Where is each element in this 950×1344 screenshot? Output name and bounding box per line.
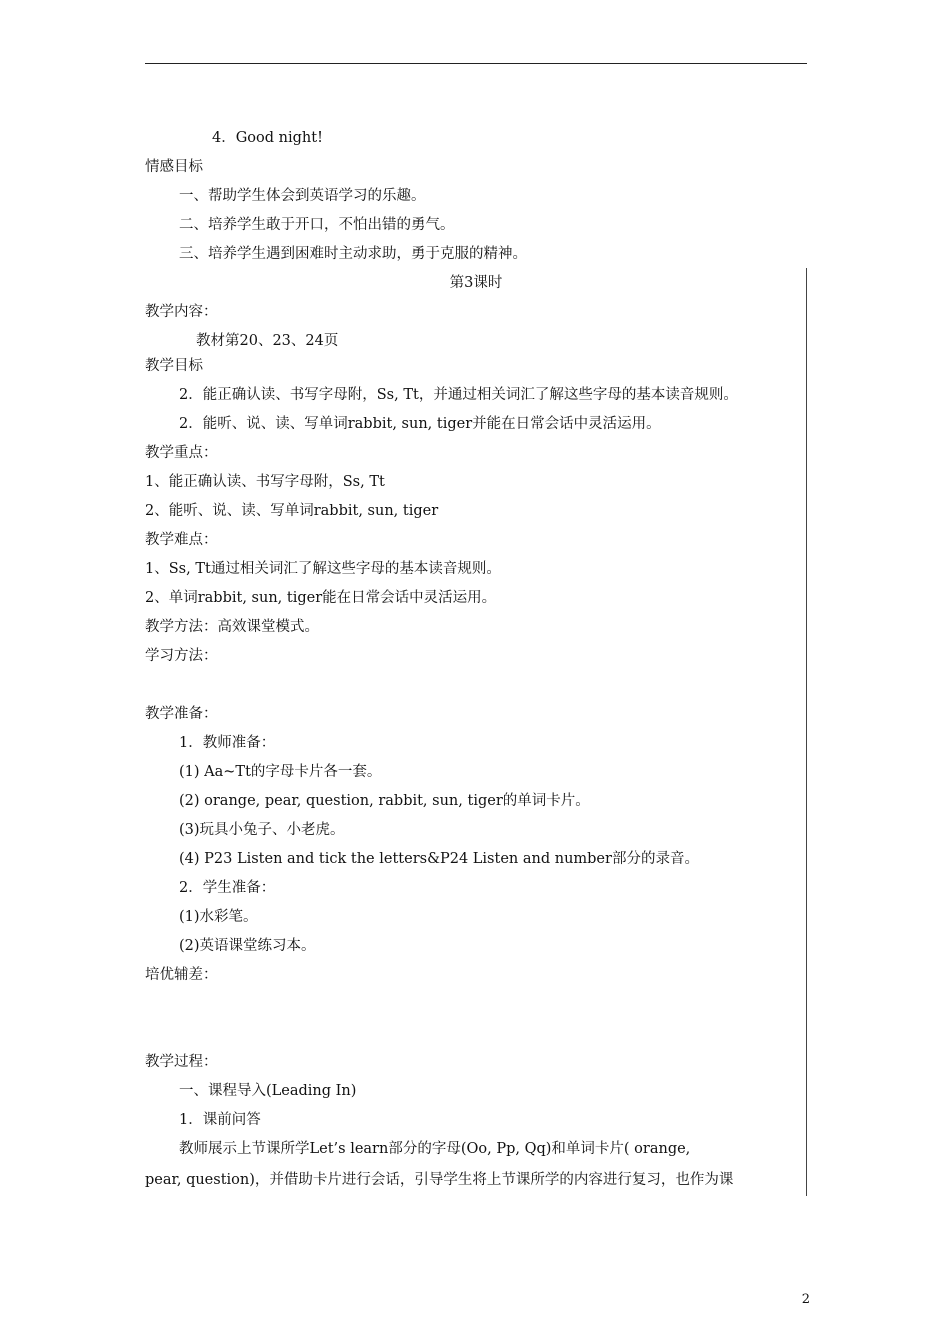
text-line: 教学方法：高效课堂模式。: [145, 619, 319, 635]
section-heading: 教学过程：: [145, 1054, 218, 1070]
text-line: 1、Ss, Tt通过相关词汇了解这些字母的基本读音规则。: [145, 561, 501, 577]
section-heading: 培优辅差：: [145, 967, 218, 983]
text-line: 2、单词rabbit, sun, tiger能在日常会话中灵活运用。: [145, 590, 497, 606]
section-heading: 学习方法：: [145, 648, 218, 664]
text-line: 三、培养学生遇到困难时主动求助，勇于克服的精神。: [179, 246, 527, 262]
text-line: 4．Good night!: [212, 130, 323, 146]
section-heading: 情感目标: [145, 159, 203, 175]
text-line: 2．能听、说、读、写单词rabbit, sun, tiger并能在日常会话中灵活运用。: [179, 416, 661, 432]
section-heading: 教学内容：: [145, 304, 218, 320]
text-line: 二、培养学生敢于开口，不怕出错的勇气。: [179, 217, 455, 233]
text-line: (3)玩具小兔子、小老虎。: [179, 822, 345, 838]
text-line: pear, question)，并借助卡片进行会话，引导学生将上节课所学的内容进行复习，也作为课: [145, 1172, 734, 1188]
text-line: (1)水彩笔。: [179, 909, 258, 925]
text-line: 一、课程导入(Leading In): [179, 1083, 357, 1099]
text-line: (2) orange, pear, question, rabbit, sun, tiger的单词卡片。: [179, 793, 590, 809]
text-line: 2．能正确认读、书写字母附，Ss, Tt，并通过相关词汇了解这些字母的基本读音规则。: [179, 387, 738, 403]
text-line: (2)英语课堂练习本。: [179, 938, 316, 954]
text-line: (4) P23 Listen and tick the letters&P24 Listen and number部分的录音。: [179, 851, 699, 867]
section-heading: 教学准备：: [145, 706, 218, 722]
section-heading: 教学目标: [145, 358, 203, 374]
lesson-title: 第3课时: [449, 275, 503, 291]
section-heading: 教学重点：: [145, 445, 218, 461]
text-line: 教材第20、23、24页: [196, 333, 339, 349]
text-line: 教师展示上节课所学Let’s learn部分的字母(Oo, Pp, Qq)和单词卡片( orange,: [179, 1141, 691, 1157]
text-line: 一、帮助学生体会到英语学习的乐趣。: [179, 188, 426, 204]
text-line: 1．教师准备：: [179, 735, 276, 751]
text-line: 2、能听、说、读、写单词rabbit, sun, tiger: [145, 503, 439, 519]
text-line: 2．学生准备：: [179, 880, 276, 896]
table-border-right: [806, 268, 807, 1196]
page-number: 2: [801, 1292, 810, 1307]
text-line: (1) Aa~Tt的字母卡片各一套。: [179, 764, 382, 780]
section-heading: 教学难点：: [145, 532, 218, 548]
text-line: 1．课前问答: [179, 1112, 261, 1128]
header-rule: [145, 63, 807, 64]
text-line: 1、能正确认读、书写字母附，Ss, Tt: [145, 474, 385, 490]
